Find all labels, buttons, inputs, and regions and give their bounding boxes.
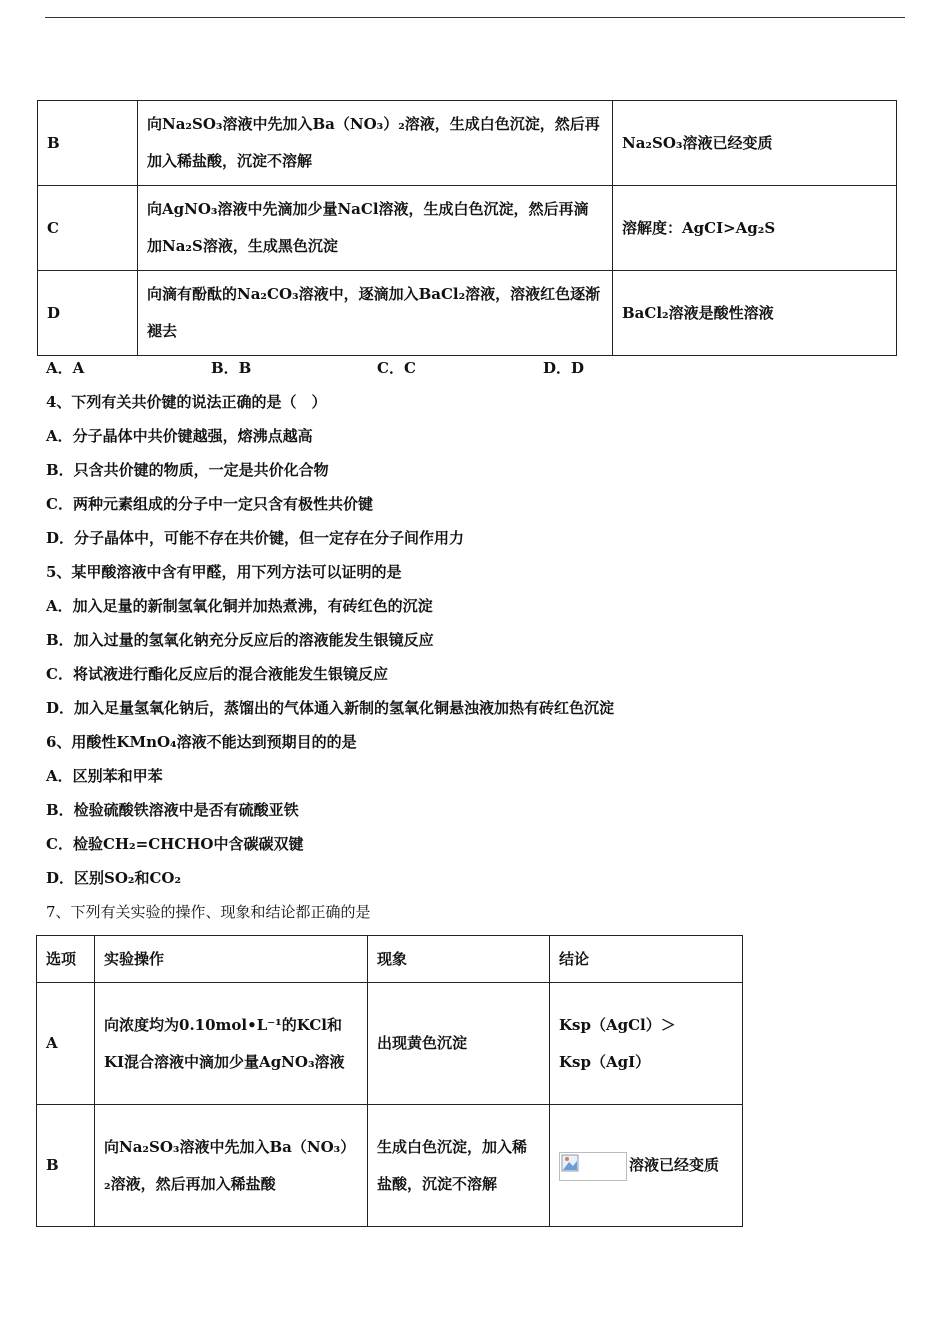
- table-row: [38, 186, 897, 271]
- question-6-option-d[interactable]: D．区别SO₂和CO₂: [46, 869, 182, 887]
- table-header-row: [37, 936, 743, 983]
- answer-option-d[interactable]: D．D: [543, 359, 585, 377]
- phenomenon-cell: 出现黄色沉淀: [368, 983, 550, 1105]
- conclusion-line-1: Ksp（AgCl）＞: [559, 1015, 676, 1034]
- header-operation: 实验操作: [95, 936, 368, 983]
- answer-option-c[interactable]: C．C: [377, 359, 416, 377]
- operation-cell: 向浓度均为0.10mol•L⁻¹的KCl和KI混合溶液中滴加少量AgNO₃溶液: [95, 983, 368, 1105]
- option-cell: A: [37, 983, 95, 1105]
- operation-cell: 向AgNO₃溶液中先滴加少量NaCl溶液，生成白色沉淀，然后再滴加Na₂S溶液，生成黑色沉淀: [138, 186, 613, 271]
- question-7-stem: 7、下列有关实验的操作、现象和结论都正确的是: [46, 903, 371, 921]
- conclusion-text: 溶液已经变质: [629, 1156, 720, 1174]
- phenomenon-cell: 生成白色沉淀，加入稀盐酸，沉淀不溶解: [368, 1105, 550, 1227]
- question-4-option-b[interactable]: B．只含共价键的物质，一定是共价化合物: [46, 461, 329, 479]
- option-cell: D: [38, 271, 138, 356]
- table-row: [37, 1105, 743, 1227]
- question-5-option-d[interactable]: D．加入足量氢氧化钠后，蒸馏出的气体通入新制的氢氧化铜悬浊液加热有砖红色沉淀: [46, 699, 615, 717]
- header-phenomenon: 现象: [368, 936, 550, 983]
- question-6-option-a[interactable]: A．区别苯和甲苯: [46, 767, 163, 785]
- operation-cell: 向Na₂SO₃溶液中先加入Ba（NO₃）₂溶液，然后再加入稀盐酸: [95, 1105, 368, 1227]
- question-5-stem: 5、某甲酸溶液中含有甲醛，用下列方法可以证明的是: [46, 563, 402, 581]
- conclusion-cell: [550, 983, 743, 1105]
- header-rule: [45, 17, 905, 18]
- broken-image-icon: [559, 1152, 627, 1181]
- answer-option-a[interactable]: A．A: [46, 359, 85, 377]
- option-cell: B: [37, 1105, 95, 1227]
- question-5-option-a[interactable]: A．加入足量的新制氢氧化铜并加热煮沸，有砖红色的沉淀: [46, 597, 433, 615]
- answer-option-b[interactable]: B．B: [211, 359, 252, 377]
- question-6-option-b[interactable]: B．检验硫酸铁溶液中是否有硫酸亚铁: [46, 801, 299, 819]
- table-row: [37, 983, 743, 1105]
- option-cell: B: [38, 101, 138, 186]
- experiment-table-q7: [36, 935, 743, 1227]
- operation-cell: 向Na₂SO₃溶液中先加入Ba（NO₃）₂溶液，生成白色沉淀，然后再加入稀盐酸，沉淀不溶解: [138, 101, 613, 186]
- table-row: [38, 101, 897, 186]
- conclusion-cell: [550, 1105, 743, 1227]
- question-6-option-c[interactable]: C．检验CH₂=CHCHO中含碳碳双键: [46, 835, 304, 853]
- conclusion-line-2: Ksp（AgI）: [559, 1052, 651, 1071]
- question-4-option-c[interactable]: C．两种元素组成的分子中一定只含有极性共价键: [46, 495, 373, 513]
- header-conclusion: 结论: [550, 936, 743, 983]
- q3-answer-options: [46, 358, 726, 378]
- conclusion-cell: Na₂SO₃溶液已经变质: [613, 101, 897, 186]
- conclusion-cell: 溶解度：AgCI>Ag₂S: [613, 186, 897, 271]
- question-6-stem: 6、用酸性KMnO₄溶液不能达到预期目的的是: [46, 733, 357, 751]
- question-5-option-b[interactable]: B．加入过量的氢氧化钠充分反应后的溶液能发生银镜反应: [46, 631, 434, 649]
- question-4-option-a[interactable]: A．分子晶体中共价键越强，熔沸点越高: [46, 427, 313, 445]
- operation-cell: 向滴有酚酞的Na₂CO₃溶液中，逐滴加入BaCl₂溶液，溶液红色逐渐褪去: [138, 271, 613, 356]
- conclusion-cell: BaCl₂溶液是酸性溶液: [613, 271, 897, 356]
- experiment-table-continued: [37, 100, 897, 356]
- question-4-option-d[interactable]: D．分子晶体中，可能不存在共价键，但一定存在分子间作用力: [46, 529, 465, 547]
- table-row: [38, 271, 897, 356]
- question-5-option-c[interactable]: C．将试液进行酯化反应后的混合液能发生银镜反应: [46, 665, 388, 683]
- question-4-stem: 4、下列有关共价键的说法正确的是（ ）: [46, 393, 327, 411]
- option-cell: C: [38, 186, 138, 271]
- header-option: 选项: [37, 936, 95, 983]
